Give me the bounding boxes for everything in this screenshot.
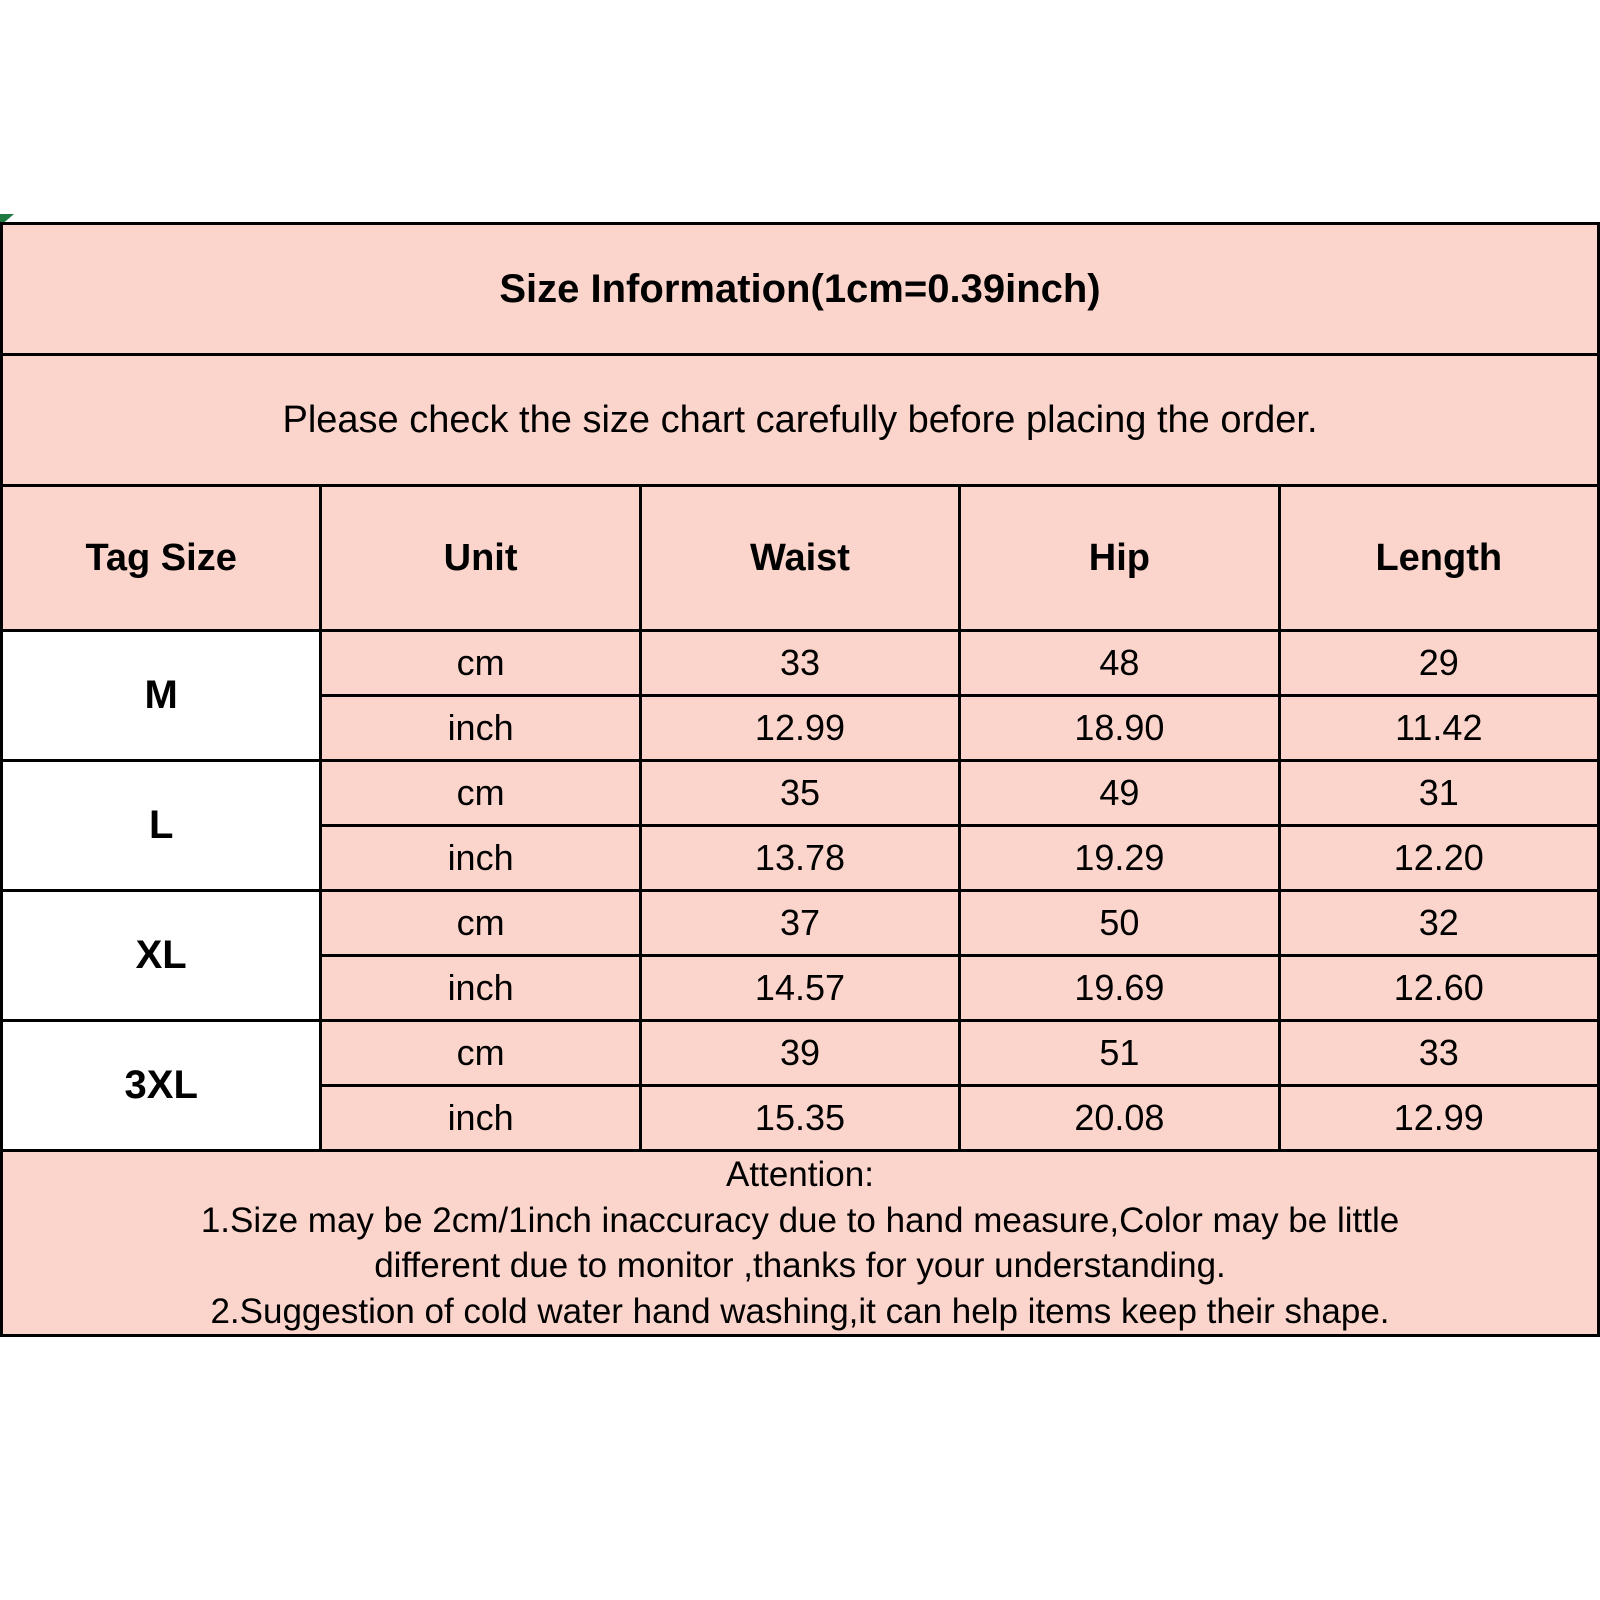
cell-unit: inch — [321, 956, 640, 1021]
cell-length: 12.60 — [1279, 956, 1598, 1021]
cell-hip: 51 — [960, 1021, 1279, 1086]
cell-waist: 37 — [640, 891, 959, 956]
attention-block — [2, 1151, 1599, 1336]
header-unit: Unit — [321, 486, 640, 631]
cell-length: 32 — [1279, 891, 1598, 956]
table-row-title — [2, 224, 1599, 355]
cell-waist: 13.78 — [640, 826, 959, 891]
cell-unit: inch — [321, 826, 640, 891]
cell-hip: 19.29 — [960, 826, 1279, 891]
table-row — [2, 891, 1599, 956]
cell-length: 12.99 — [1279, 1086, 1598, 1151]
table-row-subtitle — [2, 355, 1599, 486]
cell-hip: 50 — [960, 891, 1279, 956]
header-tag-size: Tag Size — [2, 486, 321, 631]
cell-hip: 20.08 — [960, 1086, 1279, 1151]
cell-unit: inch — [321, 1086, 640, 1151]
cell-length: 12.20 — [1279, 826, 1598, 891]
cell-unit: inch — [321, 696, 640, 761]
chart-subtitle: Please check the size chart carefully before placing the order. — [2, 355, 1599, 486]
header-waist: Waist — [640, 486, 959, 631]
cell-tag-size: 3XL — [2, 1021, 321, 1151]
table-header-row — [2, 486, 1599, 631]
cell-waist: 12.99 — [640, 696, 959, 761]
header-length: Length — [1279, 486, 1598, 631]
cell-length: 33 — [1279, 1021, 1598, 1086]
table-row — [2, 1021, 1599, 1086]
cell-length: 29 — [1279, 631, 1598, 696]
cell-unit: cm — [321, 891, 640, 956]
table-row — [2, 631, 1599, 696]
attention-heading: Attention: — [726, 1155, 874, 1194]
cell-hip: 48 — [960, 631, 1279, 696]
size-chart — [0, 222, 1600, 1337]
cell-tag-size: M — [2, 631, 321, 761]
cell-hip: 49 — [960, 761, 1279, 826]
chart-title: Size Information(1cm=0.39inch) — [2, 224, 1599, 355]
cell-tag-size: L — [2, 761, 321, 891]
cell-hip: 19.69 — [960, 956, 1279, 1021]
cell-waist: 15.35 — [640, 1086, 959, 1151]
cell-waist: 33 — [640, 631, 959, 696]
size-information-table — [0, 222, 1600, 1337]
cell-unit: cm — [321, 631, 640, 696]
attention-line-1: 1.Size may be 2cm/1inch inaccuracy due to hand measure,Color may be little — [200, 1200, 1400, 1240]
cell-tag-size: XL — [2, 891, 321, 1021]
attention-line-2: different due to monitor ,thanks for your understanding. — [374, 1246, 1226, 1285]
cell-waist: 14.57 — [640, 956, 959, 1021]
header-hip: Hip — [960, 486, 1279, 631]
cell-waist: 39 — [640, 1021, 959, 1086]
cell-hip: 18.90 — [960, 696, 1279, 761]
table-row — [2, 761, 1599, 826]
cell-length: 31 — [1279, 761, 1598, 826]
cell-unit: cm — [321, 1021, 640, 1086]
cell-waist: 35 — [640, 761, 959, 826]
table-row-attention — [2, 1151, 1599, 1336]
cell-length: 11.42 — [1279, 696, 1598, 761]
attention-line-3: 2.Suggestion of cold water hand washing,it can help items keep their shape. — [210, 1291, 1390, 1331]
cell-unit: cm — [321, 761, 640, 826]
